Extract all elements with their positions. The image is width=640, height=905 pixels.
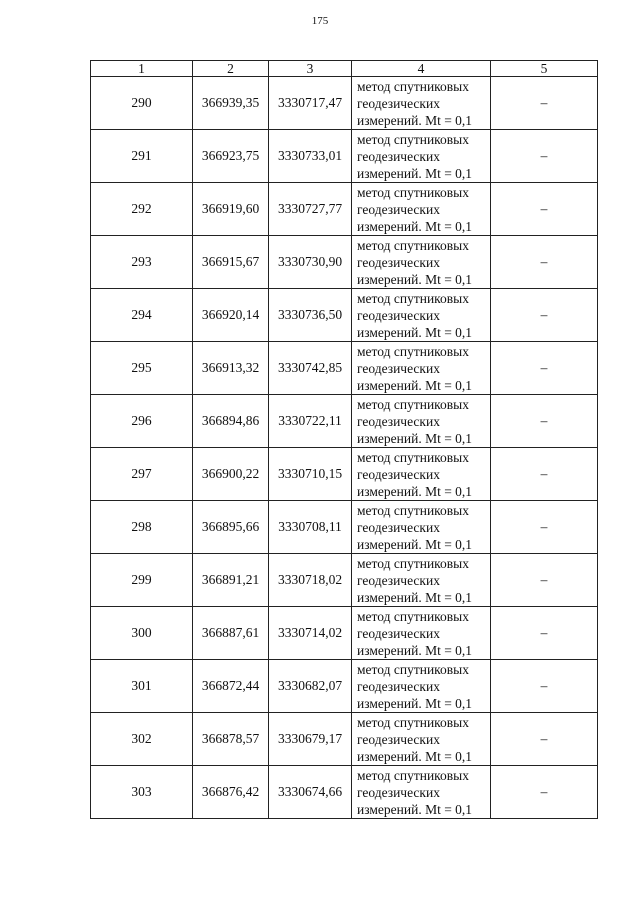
x-coordinate-cell: 366891,21 xyxy=(193,554,269,607)
x-coordinate-cell: 366895,66 xyxy=(193,501,269,554)
method-line-1: метод спутниковых xyxy=(357,555,469,571)
method-line-2: геодезических xyxy=(357,784,440,800)
method-cell xyxy=(352,501,491,554)
x-coordinate-cell: 366913,32 xyxy=(193,342,269,395)
y-coordinate-cell: 3330730,90 xyxy=(269,236,352,289)
method-line-2: геодезических xyxy=(357,95,440,111)
y-coordinate-cell: 3330718,02 xyxy=(269,554,352,607)
method-line-3: измерений. Mt = 0,1 xyxy=(357,324,473,340)
column-5-cell: – xyxy=(491,77,598,130)
x-coordinate-cell: 366920,14 xyxy=(193,289,269,342)
method-line-2: геодезических xyxy=(357,148,440,164)
point-number-cell: 303 xyxy=(91,766,193,819)
method-line-3: измерений. Mt = 0,1 xyxy=(357,165,473,181)
y-coordinate-cell: 3330679,17 xyxy=(269,713,352,766)
method-line-3: измерений. Mt = 0,1 xyxy=(357,271,473,287)
point-number-cell: 290 xyxy=(91,77,193,130)
column-5-cell: – xyxy=(491,130,598,183)
point-number-cell: 300 xyxy=(91,607,193,660)
header-row xyxy=(91,61,598,77)
column-5-cell: – xyxy=(491,395,598,448)
method-cell xyxy=(352,183,491,236)
method-cell xyxy=(352,395,491,448)
y-coordinate-cell: 3330708,11 xyxy=(269,501,352,554)
method-line-1: метод спутниковых xyxy=(357,396,469,412)
x-coordinate-cell: 366919,60 xyxy=(193,183,269,236)
table-row xyxy=(91,766,598,819)
table-row xyxy=(91,607,598,660)
method-line-2: геодезических xyxy=(357,625,440,641)
header-col-1: 1 xyxy=(91,61,193,77)
column-5-cell: – xyxy=(491,713,598,766)
header-col-5: 5 xyxy=(491,61,598,77)
method-line-2: геодезических xyxy=(357,519,440,535)
point-number-cell: 292 xyxy=(91,183,193,236)
point-number-cell: 293 xyxy=(91,236,193,289)
method-line-3: измерений. Mt = 0,1 xyxy=(357,218,473,234)
method-cell xyxy=(352,766,491,819)
method-line-2: геодезических xyxy=(357,572,440,588)
method-line-3: измерений. Mt = 0,1 xyxy=(357,642,473,658)
method-line-1: метод спутниковых xyxy=(357,661,469,677)
method-cell xyxy=(352,77,491,130)
column-5-cell: – xyxy=(491,183,598,236)
method-line-1: метод спутниковых xyxy=(357,237,469,253)
method-line-2: геодезических xyxy=(357,201,440,217)
table-row xyxy=(91,183,598,236)
method-cell xyxy=(352,660,491,713)
x-coordinate-cell: 366915,67 xyxy=(193,236,269,289)
x-coordinate-cell: 366894,86 xyxy=(193,395,269,448)
y-coordinate-cell: 3330714,02 xyxy=(269,607,352,660)
method-line-3: измерений. Mt = 0,1 xyxy=(357,430,473,446)
table-row xyxy=(91,342,598,395)
point-number-cell: 297 xyxy=(91,448,193,501)
method-line-2: геодезических xyxy=(357,731,440,747)
method-line-1: метод спутниковых xyxy=(357,502,469,518)
point-number-cell: 298 xyxy=(91,501,193,554)
point-number-cell: 299 xyxy=(91,554,193,607)
method-line-3: измерений. Mt = 0,1 xyxy=(357,801,473,817)
column-5-cell: – xyxy=(491,342,598,395)
method-line-3: измерений. Mt = 0,1 xyxy=(357,483,473,499)
method-line-3: измерений. Mt = 0,1 xyxy=(357,112,473,128)
table-row xyxy=(91,289,598,342)
y-coordinate-cell: 3330722,11 xyxy=(269,395,352,448)
point-number-cell: 296 xyxy=(91,395,193,448)
y-coordinate-cell: 3330717,47 xyxy=(269,77,352,130)
method-line-3: измерений. Mt = 0,1 xyxy=(357,377,473,393)
method-cell xyxy=(352,130,491,183)
method-line-1: метод спутниковых xyxy=(357,290,469,306)
table-header xyxy=(91,61,598,77)
method-line-2: геодезических xyxy=(357,466,440,482)
method-line-2: геодезических xyxy=(357,413,440,429)
column-5-cell: – xyxy=(491,607,598,660)
y-coordinate-cell: 3330674,66 xyxy=(269,766,352,819)
point-number-cell: 291 xyxy=(91,130,193,183)
column-5-cell: – xyxy=(491,501,598,554)
x-coordinate-cell: 366872,44 xyxy=(193,660,269,713)
column-5-cell: – xyxy=(491,660,598,713)
method-line-1: метод спутниковых xyxy=(357,131,469,147)
header-col-2: 2 xyxy=(193,61,269,77)
method-line-2: геодезических xyxy=(357,678,440,694)
table-row xyxy=(91,501,598,554)
method-line-1: метод спутниковых xyxy=(357,78,469,94)
x-coordinate-cell: 366939,35 xyxy=(193,77,269,130)
method-line-1: метод спутниковых xyxy=(357,449,469,465)
header-col-4: 4 xyxy=(352,61,491,77)
method-line-3: измерений. Mt = 0,1 xyxy=(357,695,473,711)
table-row xyxy=(91,554,598,607)
table-row xyxy=(91,448,598,501)
table-row xyxy=(91,236,598,289)
coordinates-table xyxy=(90,60,598,819)
method-line-2: геодезических xyxy=(357,254,440,270)
point-number-cell: 295 xyxy=(91,342,193,395)
method-line-1: метод спутниковых xyxy=(357,608,469,624)
x-coordinate-cell: 366878,57 xyxy=(193,713,269,766)
column-5-cell: – xyxy=(491,554,598,607)
y-coordinate-cell: 3330682,07 xyxy=(269,660,352,713)
y-coordinate-cell: 3330733,01 xyxy=(269,130,352,183)
method-cell xyxy=(352,554,491,607)
x-coordinate-cell: 366887,61 xyxy=(193,607,269,660)
method-cell xyxy=(352,607,491,660)
column-5-cell: – xyxy=(491,236,598,289)
x-coordinate-cell: 366876,42 xyxy=(193,766,269,819)
page-number: 175 xyxy=(311,15,329,27)
point-number-cell: 302 xyxy=(91,713,193,766)
y-coordinate-cell: 3330736,50 xyxy=(269,289,352,342)
method-line-1: метод спутниковых xyxy=(357,714,469,730)
method-line-3: измерений. Mt = 0,1 xyxy=(357,589,473,605)
method-line-2: геодезических xyxy=(357,360,440,376)
table-row xyxy=(91,77,598,130)
table-row xyxy=(91,713,598,766)
method-line-1: метод спутниковых xyxy=(357,343,469,359)
y-coordinate-cell: 3330742,85 xyxy=(269,342,352,395)
table-row xyxy=(91,130,598,183)
method-line-3: измерений. Mt = 0,1 xyxy=(357,536,473,552)
method-cell xyxy=(352,289,491,342)
column-5-cell: – xyxy=(491,448,598,501)
column-5-cell: – xyxy=(491,289,598,342)
x-coordinate-cell: 366923,75 xyxy=(193,130,269,183)
table-row xyxy=(91,395,598,448)
method-cell xyxy=(352,713,491,766)
header-col-3: 3 xyxy=(269,61,352,77)
method-line-3: измерений. Mt = 0,1 xyxy=(357,748,473,764)
y-coordinate-cell: 3330710,15 xyxy=(269,448,352,501)
table-row xyxy=(91,660,598,713)
point-number-cell: 301 xyxy=(91,660,193,713)
point-number-cell: 294 xyxy=(91,289,193,342)
method-cell xyxy=(352,448,491,501)
method-line-1: метод спутниковых xyxy=(357,767,469,783)
method-cell xyxy=(352,342,491,395)
y-coordinate-cell: 3330727,77 xyxy=(269,183,352,236)
method-cell xyxy=(352,236,491,289)
method-line-2: геодезических xyxy=(357,307,440,323)
table-body xyxy=(91,77,598,819)
method-line-1: метод спутниковых xyxy=(357,184,469,200)
column-5-cell: – xyxy=(491,766,598,819)
x-coordinate-cell: 366900,22 xyxy=(193,448,269,501)
